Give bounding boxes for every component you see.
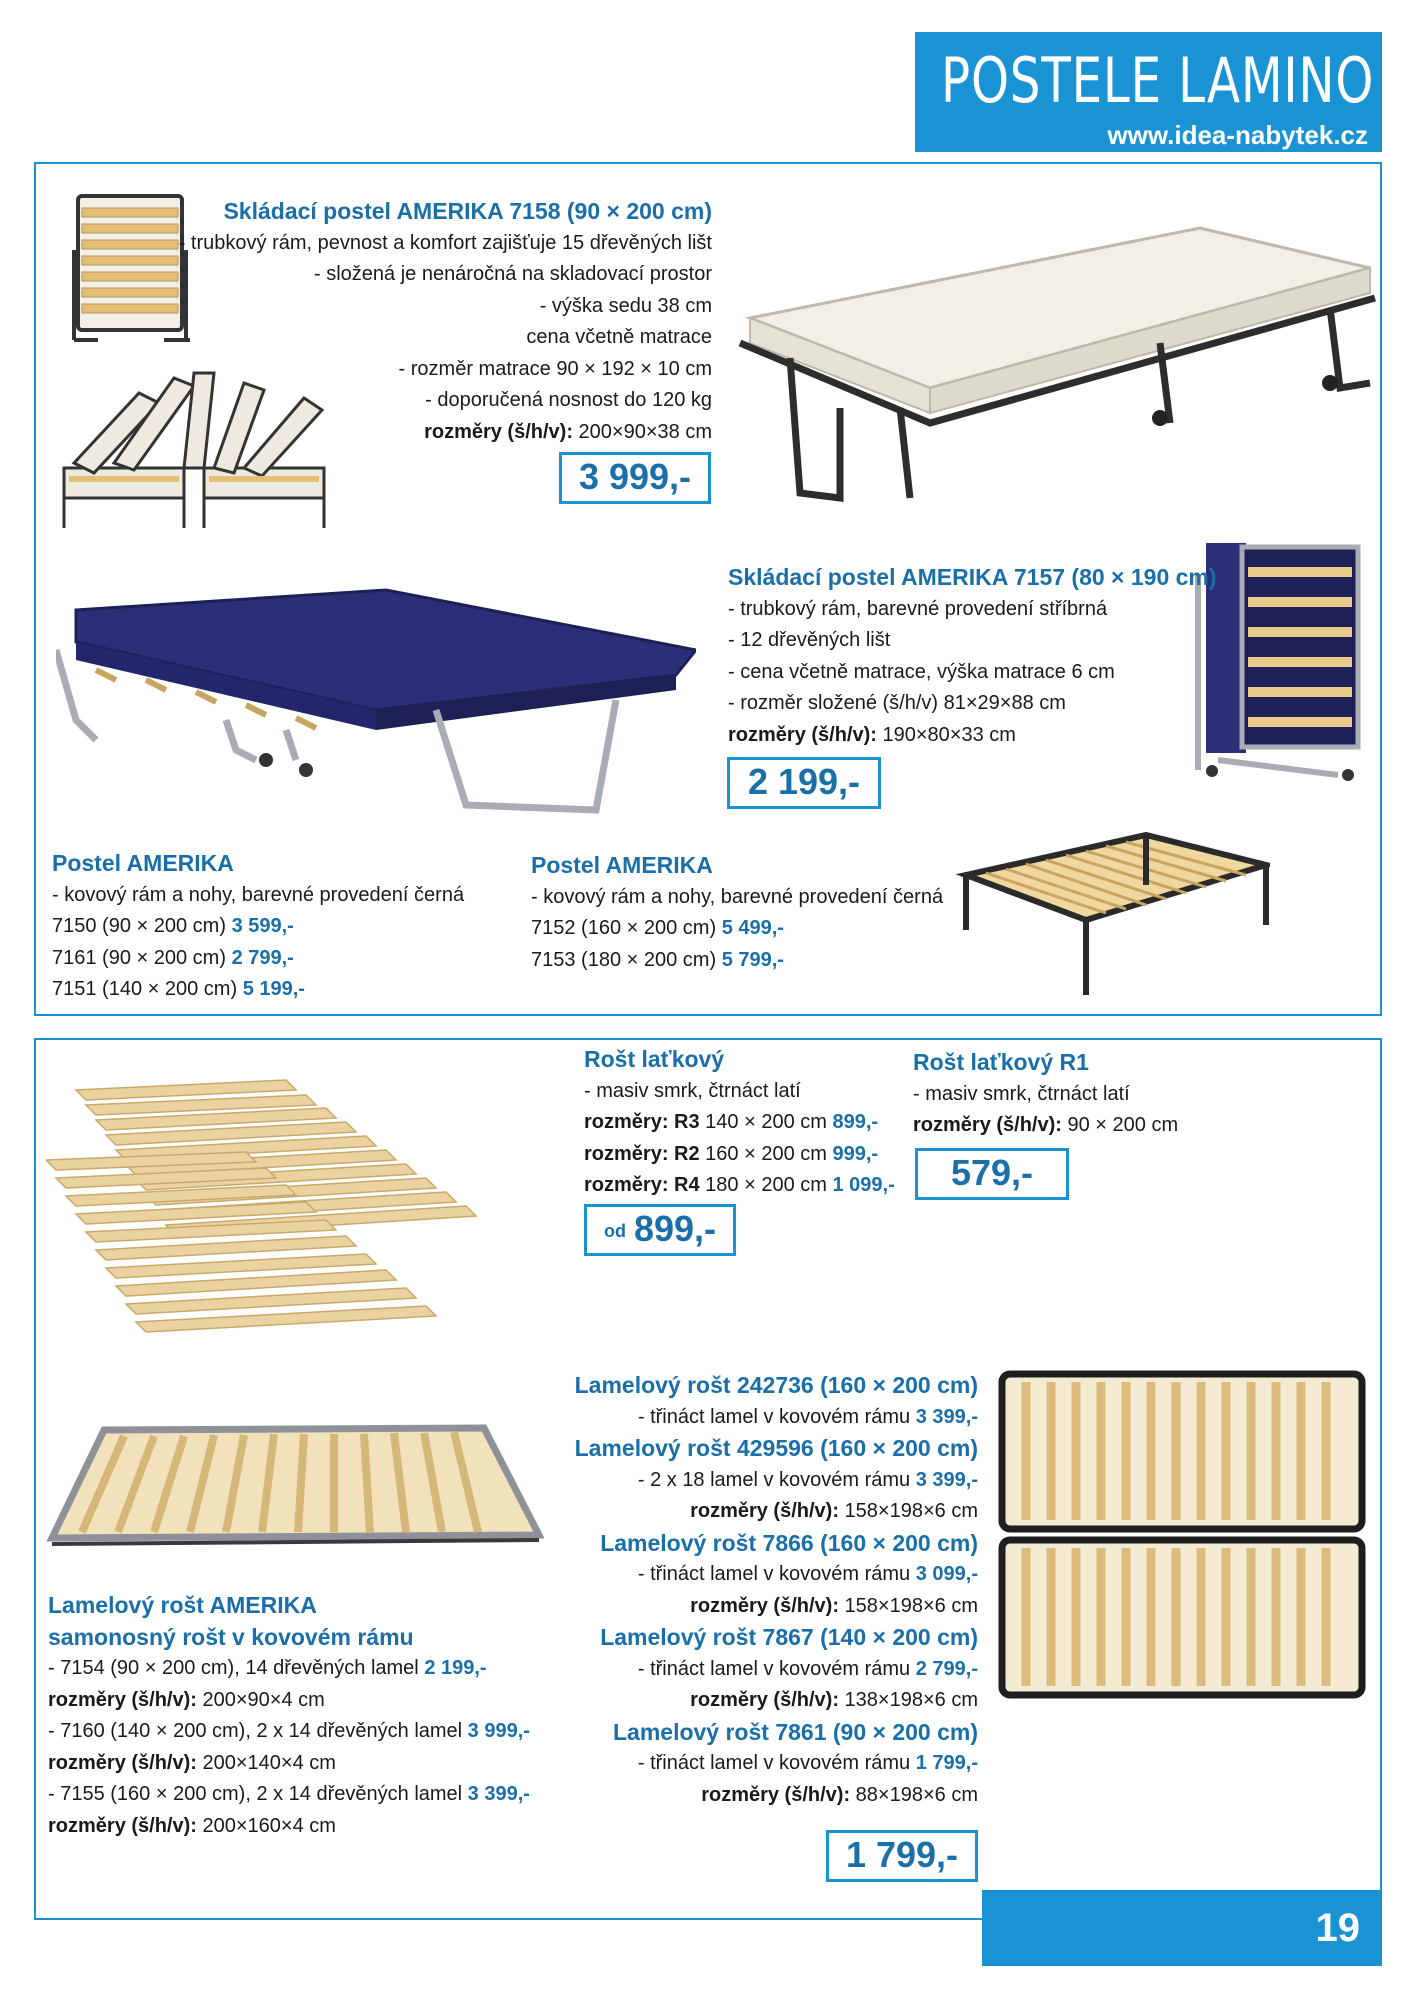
product-7157-line: - 12 dřevěných lišt bbox=[728, 629, 891, 651]
dims-label: rozměry (š/h/v): bbox=[728, 723, 877, 746]
product-7158-line: - složená je nenáročná na skladovací prostor bbox=[313, 263, 712, 285]
dims-label: rozměry (š/h/v): bbox=[690, 1594, 839, 1617]
product-7158-title: Skládací postel AMERIKA 7158 (90 × 200 cm) bbox=[223, 198, 712, 224]
lamel-title: Lamelový rošt 7866 (160 × 200 cm) bbox=[600, 1529, 978, 1556]
lamel-price: 3 399,- bbox=[915, 1405, 978, 1428]
dims-value: 158×198×6 cm bbox=[839, 1500, 978, 1522]
rost-size-price: 1 099,- bbox=[832, 1174, 895, 1196]
price-badge-7157: 2 199,- bbox=[727, 757, 881, 809]
variant-price: 2 799,- bbox=[231, 946, 294, 969]
rost-size-label: rozměry: R2 bbox=[584, 1142, 700, 1165]
product-7157-text bbox=[728, 562, 1217, 751]
variant-text: 7152 (160 × 200 cm) bbox=[531, 917, 722, 939]
lamel-amerika-subtitle: samonosný rošt v kovovém rámu bbox=[48, 1623, 414, 1650]
rost-size: 160 × 200 cm bbox=[699, 1142, 833, 1165]
postel-a-title: Postel AMERIKA bbox=[52, 850, 234, 876]
product-7158-line: cena včetně matrace bbox=[526, 326, 712, 348]
lamel-price: 1 799,- bbox=[915, 1752, 978, 1774]
lamel-desc: - třináct lamel v kovovém rámu bbox=[637, 1405, 916, 1428]
lamel-title: Lamelový rošt 429596 (160 × 200 cm) bbox=[574, 1435, 978, 1461]
variant-price: 3 399,- bbox=[467, 1783, 530, 1805]
product-7158-line: - doporučená nosnost do 120 kg bbox=[425, 389, 712, 411]
product-7158-line: - trubkový rám, pevnost a komfort zajišťuje 15 dřevěných lišt bbox=[178, 231, 712, 254]
dims-label: rozměry (š/h/v): bbox=[424, 420, 573, 443]
price-prefix: od bbox=[603, 1221, 626, 1242]
dims-value: 200×90×4 cm bbox=[196, 1688, 325, 1711]
slatted-roll-image bbox=[46, 1060, 566, 1340]
dims-value: 138×198×6 cm bbox=[839, 1689, 978, 1711]
rost-size: 140 × 200 cm bbox=[699, 1111, 833, 1133]
product-7157-title: Skládací postel AMERIKA 7157 (80 × 190 cm) bbox=[728, 564, 1217, 590]
postel-amerika-a bbox=[52, 848, 464, 1006]
product-7157-line: - trubkový rám, barevné provedení stříbrná bbox=[728, 597, 1108, 620]
variant-price: 5 499,- bbox=[721, 917, 784, 939]
dims-value: 200×160×4 cm bbox=[196, 1814, 336, 1837]
product-7157-line: - cena včetně matrace, výška matrace 6 cm bbox=[728, 660, 1115, 683]
variant-text: 7150 (90 × 200 cm) bbox=[52, 915, 232, 937]
variant-price: 2 199,- bbox=[424, 1657, 487, 1679]
rost-title: Rošt laťkový bbox=[584, 1046, 725, 1072]
bed-7157-image bbox=[56, 580, 696, 830]
dims-label: rozměry (š/h/v): bbox=[48, 1688, 197, 1711]
variant-text: 7151 (140 × 200 cm) bbox=[52, 978, 243, 1000]
website-url[interactable]: www.idea-nabytek.cz bbox=[1107, 120, 1368, 150]
bed-7158-image bbox=[730, 208, 1378, 508]
variant-text: - 7155 (160 × 200 cm), 2 x 14 dřevěných lamel bbox=[48, 1783, 468, 1805]
rost-size-price: 999,- bbox=[832, 1142, 879, 1165]
dims-label: rozměry (š/h/v): bbox=[48, 1814, 197, 1837]
price-badge-r1: 579,- bbox=[915, 1148, 1069, 1200]
lamel-grid-image bbox=[996, 1370, 1368, 1702]
product-7157-line: - rozměr složené (š/h/v) 81×29×88 cm bbox=[728, 692, 1066, 714]
lamel-desc: - třináct lamel v kovovém rámu bbox=[637, 1657, 916, 1680]
variant-price: 5 199,- bbox=[242, 978, 305, 1000]
product-7158-line: - výška sedu 38 cm bbox=[539, 294, 712, 317]
dims-value: 90 × 200 cm bbox=[1061, 1114, 1179, 1136]
rost-latkovy bbox=[584, 1044, 895, 1202]
lamel-price: 2 799,- bbox=[915, 1657, 978, 1680]
dims-value: 200×140×4 cm bbox=[196, 1751, 336, 1774]
dims-value: 88×198×6 cm bbox=[850, 1783, 978, 1806]
rost-size-label: rozměry: R3 bbox=[584, 1111, 700, 1133]
page-title: POSTELE LAMINO bbox=[941, 44, 1375, 117]
variant-price: 5 799,- bbox=[721, 948, 784, 971]
dims-value: 158×198×6 cm bbox=[839, 1594, 978, 1617]
variant-price: 3 999,- bbox=[467, 1720, 530, 1742]
lamel-desc: - třináct lamel v kovovém rámu bbox=[637, 1752, 916, 1774]
lamel-desc: - třináct lamel v kovovém rámu bbox=[637, 1563, 916, 1585]
postel-b-desc: - kovový rám a nohy, barevné provedení černá bbox=[531, 885, 944, 908]
lamel-list bbox=[575, 1370, 978, 1811]
product-7158-text bbox=[179, 196, 712, 448]
rost-size-label: rozměry: R4 bbox=[584, 1174, 700, 1196]
rost-r1-title: Rošt laťkový R1 bbox=[913, 1049, 1089, 1075]
rost-r1 bbox=[913, 1047, 1178, 1142]
dims-label: rozměry (š/h/v): bbox=[690, 1500, 839, 1522]
lamel-price: 3 099,- bbox=[915, 1563, 978, 1585]
folded-bed-image bbox=[68, 190, 196, 346]
price-badge-7158: 3 999,- bbox=[559, 452, 711, 504]
dims-value: 190×80×33 cm bbox=[876, 723, 1016, 746]
variant-text: 7153 (180 × 200 cm) bbox=[531, 948, 722, 971]
variant-text: 7161 (90 × 200 cm) bbox=[52, 946, 232, 969]
postel-a-desc: - kovový rám a nohy, barevné provedení černá bbox=[52, 883, 465, 906]
postel-b-title: Postel AMERIKA bbox=[531, 852, 713, 878]
variant-text: - 7160 (140 × 200 cm), 2 x 14 dřevěných lamel bbox=[48, 1720, 468, 1742]
rost-r1-desc: - masiv smrk, čtrnáct latí bbox=[913, 1082, 1130, 1105]
dims-label: rozměry (š/h/v): bbox=[913, 1114, 1062, 1136]
lamel-amerika bbox=[48, 1590, 530, 1842]
rost-size: 180 × 200 cm bbox=[699, 1174, 833, 1196]
dims-value: 200×90×38 cm bbox=[573, 420, 712, 443]
price-badge-lamel: 1 799,- bbox=[826, 1830, 978, 1882]
variant-text: - 7154 (90 × 200 cm), 14 dřevěných lamel bbox=[48, 1657, 425, 1679]
lamel-title: Lamelový rošt 7861 (90 × 200 cm) bbox=[612, 1718, 978, 1745]
lamel-title: Lamelový rošt 7867 (140 × 200 cm) bbox=[600, 1624, 978, 1650]
lamel-price: 3 399,- bbox=[915, 1468, 978, 1491]
price-value: 899,- bbox=[633, 1208, 717, 1249]
page-header bbox=[915, 32, 1382, 152]
dims-label: rozměry (š/h/v): bbox=[690, 1689, 839, 1711]
lamel-title: Lamelový rošt 242736 (160 × 200 cm) bbox=[574, 1372, 978, 1398]
page-number: 19 bbox=[982, 1890, 1382, 1966]
lamel-amerika-title: Lamelový rošt AMERIKA bbox=[48, 1592, 317, 1618]
bed-frame-black-image bbox=[946, 825, 1270, 1005]
lamel-amerika-image bbox=[44, 1420, 544, 1560]
rost-size-price: 899,- bbox=[832, 1111, 879, 1133]
dims-label: rozměry (š/h/v): bbox=[48, 1751, 197, 1774]
variant-price: 3 599,- bbox=[231, 915, 294, 937]
dims-label: rozměry (š/h/v): bbox=[701, 1783, 851, 1806]
product-7158-line: - rozměr matrace 90 × 192 × 10 cm bbox=[398, 357, 712, 380]
price-badge-rost bbox=[584, 1204, 736, 1256]
postel-amerika-b bbox=[531, 850, 943, 976]
rost-desc: - masiv smrk, čtrnáct latí bbox=[584, 1079, 801, 1102]
lamel-desc: - 2 x 18 lamel v kovovém rámu bbox=[637, 1468, 916, 1491]
